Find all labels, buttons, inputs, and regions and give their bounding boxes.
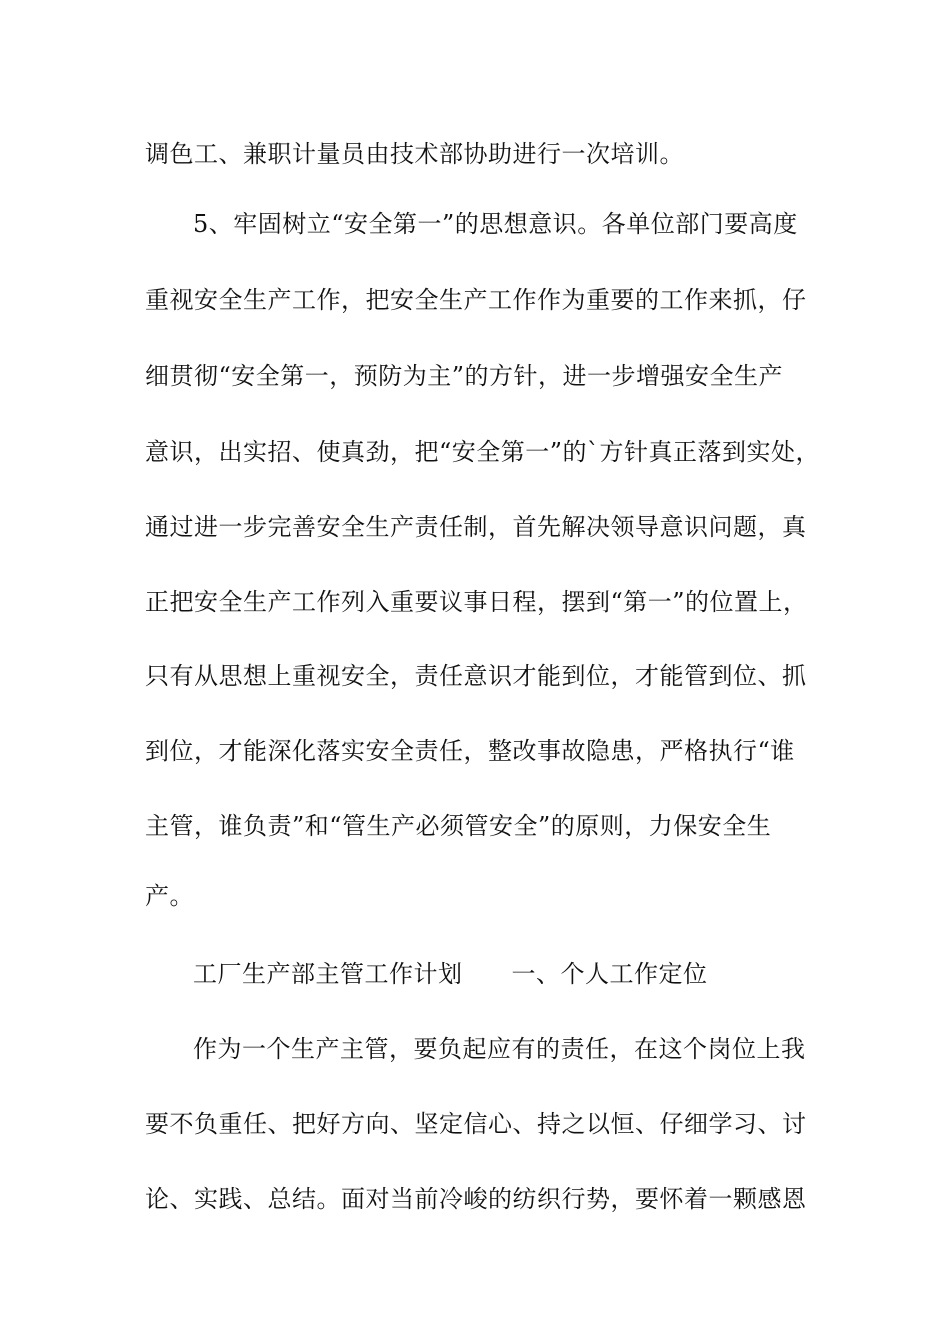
text-line-13: 作为一个生产主管，要负起应有的责任，在这个岗位上我	[193, 1035, 806, 1063]
text-line-14: 要不负重任、把好方向、坚定信心、持之以恒、仔细学习、讨	[145, 1110, 807, 1138]
text-line-3: 重视安全生产工作，把安全生产工作作为重要的工作来抓，仔	[145, 286, 807, 314]
text-line-9: 到位，才能深化落实安全责任，整改事故隐患，严格执行“谁	[145, 737, 795, 765]
text-line-10: 主管，谁负责”和“管生产必须管安全”的原则，力保安全生	[145, 812, 772, 840]
text-line-4: 细贯彻“安全第一，预防为主”的方针，进一步增强安全生产	[145, 362, 784, 390]
text-line-7: 正把安全生产工作列入重要议事日程，摆到“第一”的位置上，	[145, 588, 808, 616]
text-line-5: 意识，出实招、使真劲，把“安全第一”的`方针真正落到实处，	[145, 438, 821, 466]
text-line-2: 5、牢固树立“安全第一”的思想意识。各单位部门要高度	[193, 210, 798, 238]
text-line-15: 论、实践、总结。面对当前冷峻的纺织行势，要怀着一颗感恩	[145, 1185, 807, 1213]
text-line-1: 调色工、兼职计量员由技术部协助进行一次培训。	[145, 140, 684, 168]
text-line-8: 只有从思想上重视安全，责任意识才能到位，才能管到位、抓	[145, 662, 807, 690]
text-line-11: 产。	[145, 882, 194, 910]
section-heading: 工厂生产部主管工作计划 一、个人工作定位	[193, 960, 708, 988]
text-line-6: 通过进一步完善安全生产责任制，首先解决领导意识问题，真	[145, 513, 807, 541]
